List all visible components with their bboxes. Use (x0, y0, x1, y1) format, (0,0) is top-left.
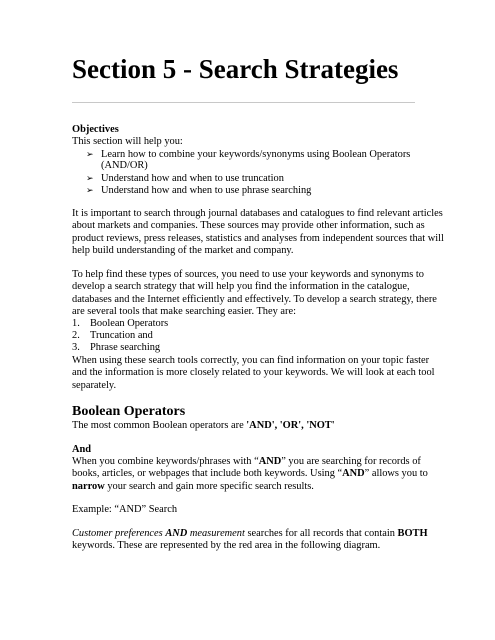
page-title: Section 5 - Search Strategies (72, 54, 399, 84)
paragraph-strategy: To help find these types of sources, you need to use your keywords and synonyms to develop a search strategy that will help you find the information in the catalogue, databases and the Internet efficiently and effectively. To develop a search strategy, there are several tools that make searching easier. They are: (72, 269, 437, 317)
list-item: 2. Truncation and (72, 330, 153, 341)
objective-bullet-continuation: (AND/OR) (101, 160, 148, 171)
and-example-description: Customer preferences AND measurement searches for all records that contain BOTH keywords. These are represented by the red area in the following diagram. (72, 528, 428, 552)
section-heading-boolean: Boolean Operators (72, 404, 186, 419)
and-example-label: Example: “AND” Search (72, 504, 178, 515)
boolean-intro: The most common Boolean operators are 'AND', 'OR', 'NOT' (72, 420, 335, 431)
objective-bullet: ➢ Understand how and when to use phrase searching (86, 185, 312, 196)
and-heading: And (72, 444, 92, 455)
objectives-intro: This section will help you: (72, 136, 183, 147)
and-paragraph: When you combine keywords/phrases with “AND” you are searching for records of books, articles, or webpages that include both keywords. Using “AND” allows you to narrow your search and gain more specific search results. (72, 456, 428, 492)
arrow-bullet-icon: ➢ (86, 173, 94, 183)
arrow-bullet-icon: ➢ (86, 185, 94, 195)
objectives-heading: Objectives (72, 124, 119, 135)
paragraph-intro: It is important to search through journal databases and catalogues to find relevant articles about markets and companies. These sources may provide other information, such as product reviews, press releases, statistics and analyses from independent sources that will help build understanding of the market and company. (72, 208, 444, 256)
list-item: 1. Boolean Operators (72, 318, 169, 329)
objective-bullet: ➢ Understand how and when to use truncation (86, 173, 284, 184)
objective-bullet: ➢ Learn how to combine your keywords/synonyms using Boolean Operators (86, 149, 411, 160)
horizontal-rule (72, 102, 415, 103)
paragraph-tools: When using these search tools correctly, you can find information on your topic faster and the information is more closely related to your keywords. We will look at each tool separately. (72, 355, 435, 391)
list-item: 3. Phrase searching (72, 342, 161, 353)
arrow-bullet-icon: ➢ (86, 149, 94, 159)
